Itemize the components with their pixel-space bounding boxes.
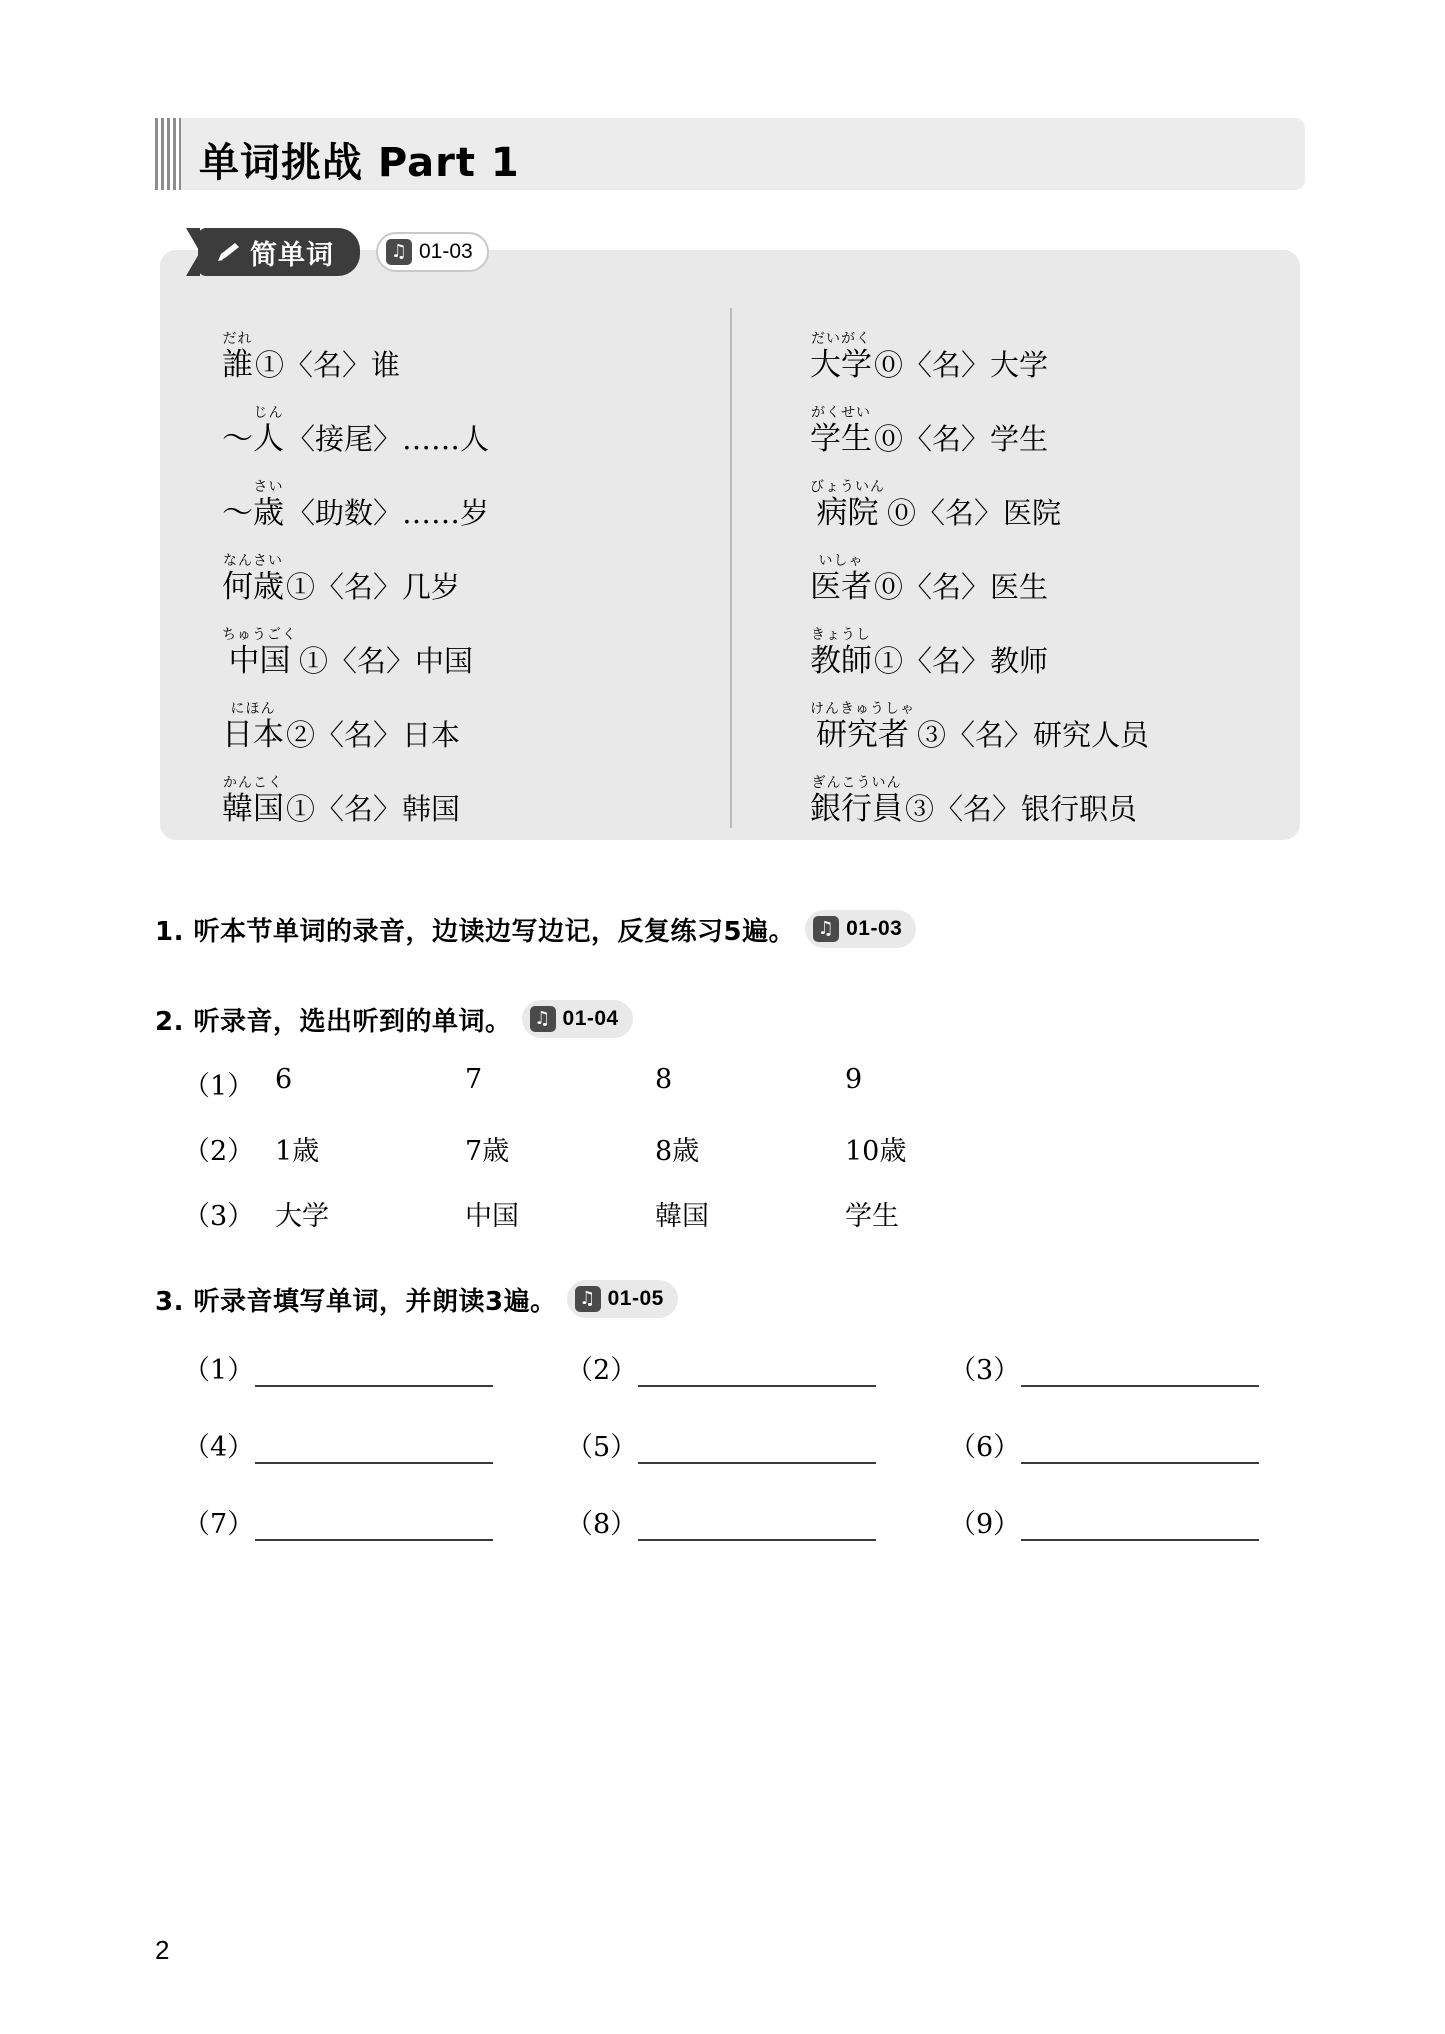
vocab-reading: さい [253, 479, 284, 495]
table-row [183, 1194, 1035, 1259]
vocab-reading: じん [253, 405, 284, 421]
vocab-word: 研究者 [816, 717, 909, 753]
vocab-word: 何歳 [222, 569, 284, 605]
vocab-entry [810, 456, 1260, 530]
audio-code: 01-04 [562, 1007, 619, 1030]
answer-blank[interactable] [1021, 1355, 1259, 1387]
table-row [183, 1064, 1035, 1129]
vocabulary-columns [160, 308, 1300, 828]
list-item [949, 1348, 1332, 1387]
option-choice[interactable]: 7 [465, 1064, 483, 1095]
option-choice[interactable]: 学生 [845, 1201, 899, 1232]
vocab-gloss: ②〈名〉日本 [286, 718, 461, 752]
vocab-gloss: 〈接尾〉……人 [286, 422, 490, 456]
list-item [183, 1348, 566, 1387]
vocab-gloss: ⓪〈名〉医生 [874, 570, 1049, 604]
vocab-gloss: ⓪〈名〉医院 [887, 496, 1062, 530]
list-item [566, 1425, 949, 1464]
vocab-word: 医者 [810, 569, 872, 605]
vocab-word: 教師 [810, 643, 872, 679]
exercise-3-answer-grid [183, 1348, 1333, 1579]
exercise-2-title-text: 2. 听录音，选出听到的单词。 [155, 1006, 512, 1037]
blank-label: （8） [566, 1509, 638, 1540]
answer-blank[interactable] [1021, 1509, 1259, 1541]
vocabulary-column-right [730, 308, 1300, 828]
vocab-reading: だいがく [811, 331, 871, 347]
vocab-word: 銀行員 [810, 791, 903, 827]
blank-label: （2） [566, 1355, 638, 1386]
exercise-2-options-table [183, 1064, 1035, 1259]
vocab-gloss: ①〈名〉谁 [255, 348, 401, 382]
blank-label: （4） [183, 1432, 255, 1463]
vocab-word: 日本 [222, 717, 284, 753]
vocab-gloss: 〈助数〉……岁 [286, 496, 490, 530]
exercise-2-heading [155, 1000, 1335, 1038]
music-note-icon: ♫ [575, 1286, 601, 1312]
exercise-3-title-text: 3. 听录音填写单词，并朗读3遍。 [155, 1286, 557, 1317]
blank-label: （5） [566, 1432, 638, 1463]
exercise-1 [155, 910, 1335, 948]
section-tag-label: 简单词 [250, 239, 334, 271]
option-choice[interactable]: 韓国 [655, 1201, 709, 1232]
vocab-entry [222, 456, 690, 530]
option-choice[interactable]: 大学 [275, 1201, 329, 1232]
vocab-reading: だれ [222, 331, 253, 347]
option-choice[interactable]: 10歳 [845, 1136, 907, 1167]
exercise-3 [155, 1280, 1335, 1579]
vocab-prefix: 〜 [222, 495, 253, 531]
option-choice[interactable]: 7歳 [465, 1136, 510, 1167]
option-choice[interactable]: 9 [845, 1064, 863, 1095]
option-choice[interactable]: 8 [655, 1064, 673, 1095]
vocab-entry [222, 604, 690, 678]
list-item [183, 1425, 566, 1464]
vocab-word: 中国 [228, 643, 291, 679]
vocab-gloss: ⓪〈名〉学生 [874, 422, 1049, 456]
row-label: （3） [183, 1201, 255, 1232]
vocabulary-column-left [160, 308, 730, 828]
list-item [949, 1502, 1332, 1541]
vocab-entry [810, 752, 1260, 826]
vocab-word: 歳 [253, 495, 284, 531]
vocab-entry [810, 308, 1260, 382]
exercise-3-heading [155, 1280, 1335, 1318]
vocab-entry [810, 530, 1260, 604]
answer-blank[interactable] [638, 1355, 876, 1387]
vocab-word: 誰 [222, 347, 253, 383]
vocab-reading: いしゃ [818, 553, 864, 569]
audio-code: 01-03 [419, 240, 473, 263]
audio-chip-vocab[interactable] [376, 232, 489, 272]
answer-blank[interactable] [255, 1432, 493, 1464]
vocab-reading: にほん [230, 701, 276, 717]
music-note-icon: ♫ [386, 239, 412, 265]
vocab-reading: がくせい [811, 405, 871, 421]
vocab-gloss: ⓪〈名〉大学 [874, 348, 1049, 382]
music-note-icon: ♫ [530, 1006, 556, 1032]
page-title: 单词挑战 Part 1 [199, 140, 520, 186]
row-label: （1） [183, 1071, 255, 1102]
blank-label: （6） [949, 1432, 1021, 1463]
blank-label: （9） [949, 1509, 1021, 1540]
vocab-entry [222, 308, 690, 382]
audio-chip-exercise-3[interactable] [567, 1280, 678, 1318]
section-tag [198, 228, 360, 276]
vocab-gloss: ①〈名〉中国 [299, 644, 474, 678]
answer-blank[interactable] [638, 1432, 876, 1464]
exercise-2 [155, 1000, 1335, 1259]
vocab-gloss: ③〈名〉银行职员 [905, 792, 1138, 826]
header-stripes-decoration [155, 118, 181, 190]
page-header [155, 118, 1305, 190]
vocab-entry [222, 678, 690, 752]
blank-label: （7） [183, 1509, 255, 1540]
vocab-entry [222, 530, 690, 604]
vocab-prefix: 〜 [222, 421, 253, 457]
table-row [183, 1129, 1035, 1194]
vocab-entry [222, 752, 690, 826]
exercise-1-heading [155, 910, 1335, 948]
vocab-word: 大学 [810, 347, 872, 383]
vocabulary-panel [160, 239, 1300, 840]
list-item [566, 1502, 949, 1541]
music-note-icon: ♫ [813, 916, 839, 942]
page-number: 2 [155, 1935, 170, 1965]
list-item [566, 1348, 949, 1387]
option-choice[interactable]: 8歳 [655, 1136, 700, 1167]
audio-chip-exercise-1[interactable] [805, 910, 916, 948]
blank-label: （1） [183, 1355, 255, 1386]
blank-label: （3） [949, 1355, 1021, 1386]
vocab-reading: びょういん [810, 479, 885, 495]
vocabulary-tag-group [198, 228, 489, 276]
exercise-1-title-text: 1. 听本节单词的录音，边读边写边记，反复练习5遍。 [155, 916, 796, 947]
audio-chip-exercise-2[interactable] [522, 1000, 633, 1038]
vocab-gloss: ①〈名〉几岁 [286, 570, 461, 604]
vocab-entry [810, 604, 1260, 678]
vocab-reading: かんこく [223, 775, 283, 791]
option-choice[interactable]: 1歳 [275, 1136, 320, 1167]
list-item [949, 1425, 1332, 1464]
vocab-reading: ぎんこういん [811, 775, 902, 791]
vocab-gloss: ①〈名〉韩国 [286, 792, 461, 826]
vocab-reading: ちゅうごく [222, 627, 297, 643]
vocab-reading: きょうし [811, 627, 871, 643]
vocab-entry [810, 382, 1260, 456]
pen-icon [216, 241, 242, 263]
vocab-reading: けんきゅうしゃ [810, 701, 915, 717]
vocab-gloss: ①〈名〉教师 [874, 644, 1049, 678]
vocab-word: 病院 [816, 495, 879, 531]
answer-blank[interactable] [1021, 1432, 1259, 1464]
option-choice[interactable]: 中国 [465, 1201, 519, 1232]
answer-blank[interactable] [255, 1355, 493, 1387]
vocab-word: 韓国 [222, 791, 284, 827]
option-choice[interactable]: 6 [275, 1064, 293, 1095]
answer-blank[interactable] [638, 1509, 876, 1541]
vocab-entry [810, 678, 1260, 752]
vocab-gloss: ③〈名〉研究人员 [917, 718, 1150, 752]
row-label: （2） [183, 1136, 255, 1167]
list-item [183, 1502, 566, 1541]
vocab-word: 人 [253, 421, 284, 457]
vocab-reading: なんさい [223, 553, 283, 569]
audio-code: 01-03 [846, 917, 903, 940]
vocab-word: 学生 [810, 421, 872, 457]
answer-blank[interactable] [255, 1509, 493, 1541]
audio-code: 01-05 [607, 1287, 664, 1310]
vocab-entry [222, 382, 690, 456]
